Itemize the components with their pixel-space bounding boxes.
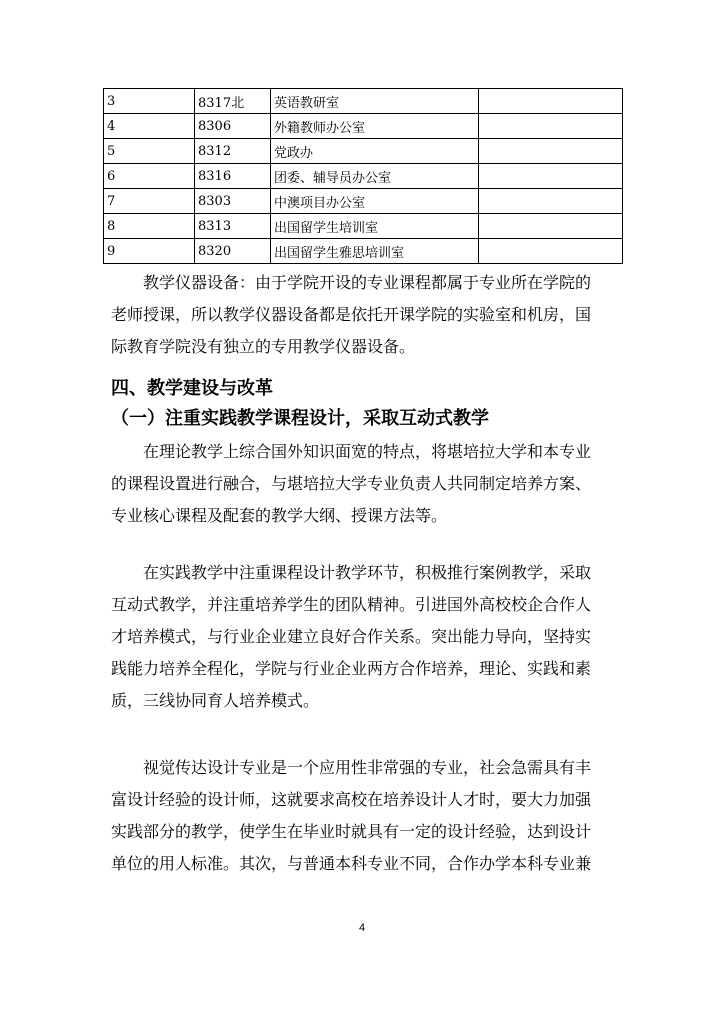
table-row [104, 164, 623, 189]
room-note [479, 189, 623, 214]
room-number: 8320 [195, 239, 271, 264]
room-number: 8312 [195, 139, 271, 164]
room-note [479, 89, 623, 114]
room-note [479, 214, 623, 239]
text-line: 践能力培养全程化，学院与行业企业两方合作培养，理论、实践和素 [111, 659, 592, 678]
row-number: 8 [104, 214, 195, 239]
row-number: 6 [104, 164, 195, 189]
paragraph-equipment [111, 267, 621, 363]
room-table [103, 88, 623, 264]
room-name: 团委、辅导员办公室 [271, 164, 479, 189]
room-number: 8313 [195, 214, 271, 239]
table-row [104, 214, 623, 239]
text-line: 老师授课，所以教学仪器设备都是依托开课学院的实验室和机房，国 [111, 305, 592, 324]
text-line: 才培养模式，与行业企业建立良好合作关系。突出能力导向，坚持实 [111, 627, 592, 646]
text-line: 在实践教学中注重课程设计教学环节，积极推行案例教学，采取 [111, 563, 592, 582]
room-name: 党政办 [271, 139, 479, 164]
row-number: 5 [104, 139, 195, 164]
section-heading: 四、教学建设与改革 [111, 378, 273, 399]
text-line: 富设计经验的设计师，这就要求高校在培养设计人才时，要大力加强 [111, 790, 592, 809]
room-note [479, 114, 623, 139]
text-line: 实践部分的教学，使学生在毕业时就具有一定的设计经验，达到设计 [111, 822, 592, 841]
subsection-heading: （一）注重实践教学课程设计，采取互动式教学 [111, 408, 489, 429]
room-name: 出国留学生培训室 [271, 214, 479, 239]
text-line: 专业核心课程及配套的教学大纲、授课方法等。 [111, 506, 448, 525]
room-note [479, 164, 623, 189]
paragraph-practice [111, 557, 621, 717]
text-line: 互动式教学，并注重培养学生的团队精神。引进国外高校校企合作人 [111, 595, 592, 614]
text-line: 教学仪器设备：由于学院开设的专业课程都属于专业所在学院的 [111, 273, 592, 292]
paragraph-visual-design [111, 752, 621, 880]
text-line: 在理论教学上综合国外知识面宽的特点，将堪培拉大学和本专业 [111, 442, 592, 461]
room-number: 8306 [195, 114, 271, 139]
room-note [479, 139, 623, 164]
room-name: 中澳项目办公室 [271, 189, 479, 214]
room-name: 英语教研室 [271, 89, 479, 114]
page-number: 4 [358, 922, 366, 934]
table-row [104, 189, 623, 214]
table-row [104, 239, 623, 264]
table-row [104, 89, 623, 114]
text-line: 际教育学院没有独立的专用教学仪器设备。 [111, 337, 416, 356]
table-row [104, 139, 623, 164]
table-row [104, 114, 623, 139]
text-line: 质，三线协同育人培养模式。 [111, 691, 320, 710]
row-number: 9 [104, 239, 195, 264]
text-line: 的课程设置进行融合，与堪培拉大学专业负责人共同制定培养方案、 [111, 474, 592, 493]
room-number: 8303 [195, 189, 271, 214]
text-line: 单位的用人标准。其次，与普通本科专业不同，合作办学本科专业兼 [111, 854, 592, 873]
room-number: 8317北 [195, 89, 271, 114]
paragraph-theory [111, 436, 621, 532]
room-name: 出国留学生雅思培训室 [271, 239, 479, 264]
row-number: 4 [104, 114, 195, 139]
room-name: 外籍教师办公室 [271, 114, 479, 139]
text-line: 视觉传达设计专业是一个应用性非常强的专业，社会急需具有丰 [111, 758, 592, 777]
room-number: 8316 [195, 164, 271, 189]
room-note [479, 239, 623, 264]
row-number: 7 [104, 189, 195, 214]
row-number: 3 [104, 89, 195, 114]
